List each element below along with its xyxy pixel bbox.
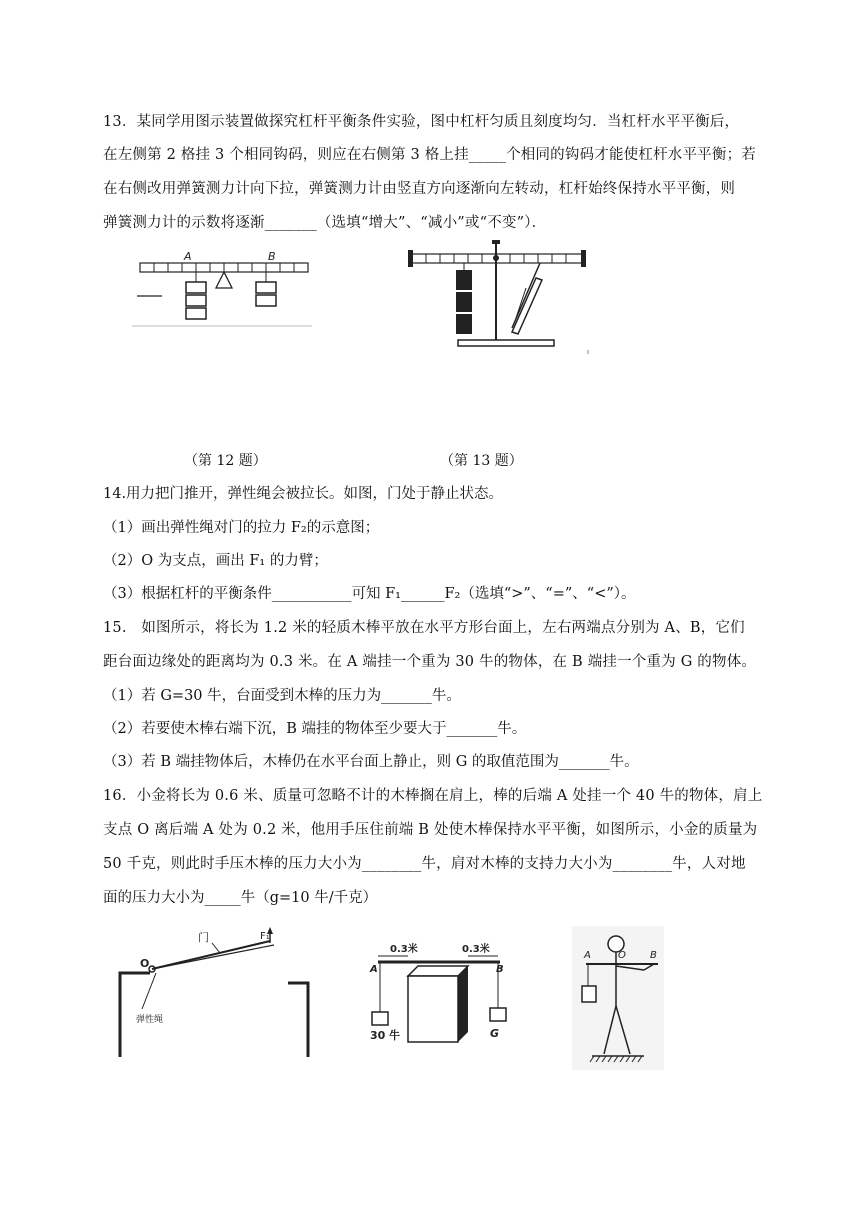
q16-line-4: 面的压力大小为_____牛（g=10 牛/千克）: [103, 890, 378, 906]
q13-line-1: 13．某同学用图示装置做探究杠杆平衡条件实验，图中杠杆匀质且刻度均匀．当杠杆水平平衡后，: [103, 114, 740, 130]
q16-line-2: 支点 O 离后端 A 处为 0.2 米，他用手压住前端 B 处使木棒保持水平平衡，如图所示，小金的质量为: [103, 822, 758, 838]
q16-line-1: 16．小金将长为 0.6 米、质量可忽略不计的木棒搁在肩上，棒的后端 A 处挂一个 40 牛的物体，肩上: [103, 788, 763, 804]
q15-line-1: 15. 如图所示，将长为 1.2 米的轻质木棒平放在水平方形台面上，左右两端点分别为 A、B，它们: [103, 620, 745, 636]
table-a-label: A: [370, 964, 378, 975]
q13-line-3: 在右侧改用弹簧测力计向下拉，弹簧测力计由竖直方向逐渐向左转动，杠杆始终保持水平平衡，则: [103, 181, 736, 197]
q15-line-4: （2）若要使木棒右端下沉，B 端挂的物体至少要大于_______牛。: [103, 721, 527, 737]
right-distance-label: 0.3米: [462, 944, 490, 955]
q14-line-4: （3）根据杠杆的平衡条件___________可知 F₁______F₂（选填“>”、“=”、“<”）。: [103, 586, 636, 602]
left-distance-label: 0.3米: [390, 944, 418, 955]
label-b: B: [268, 250, 276, 263]
door-o-label: O: [140, 957, 150, 970]
q14-line-3: （2）O 为支点，画出 F₁ 的力臂；: [103, 553, 328, 569]
q15-line-5: （3）若 B 端挂物体后，木棒仍在水平台面上静止，则 G 的取值范围为_______牛。: [103, 754, 639, 770]
q13-line-2: 在左侧第 2 格挂 3 个相同钩码，则应在右侧第 3 格上挂_____个相同的钩码才能使杠杆水平平衡；若: [103, 147, 756, 163]
q13-line-4: 弹簧测力计的示数将逐渐_______（选填“增大”、“减小”或“不变”）．: [103, 215, 547, 231]
table-lever-figure: [364, 940, 514, 1052]
person-shoulder-figure: [572, 926, 664, 1070]
q15-line-2: 距台面边缘处的距离均为 0.3 米。在 A 端挂一个重为 30 牛的物体，在 B 端挂一个重为 G 的物体。: [103, 654, 757, 670]
door-label: 门: [198, 931, 209, 944]
table-b-label: B: [496, 964, 504, 975]
rope-label: 弹性绳: [136, 1015, 164, 1025]
q14-line-2: （1）画出弹性绳对门的拉力 F₂的示意图；: [103, 520, 380, 536]
caption-question-13: （第 13 题）: [440, 453, 523, 469]
person-o-label: O: [618, 950, 626, 961]
q16-line-3: 50 千克，则此时手压木棒的压力大小为________牛，肩对木棒的支持力大小为________牛，人对地: [103, 856, 746, 872]
lever-stand-figure-13: [402, 238, 592, 356]
door-figure: [112, 925, 317, 1060]
lever-figure-12: [132, 248, 317, 330]
label-a: A: [184, 250, 192, 263]
person-a-label: A: [584, 950, 591, 961]
q14-line-1: 14.用力把门推开，弹性绳会被拉长。如图，门处于静止状态。: [103, 486, 504, 502]
person-b-label: B: [650, 950, 657, 961]
weight-30n-label: 30 牛: [370, 1029, 401, 1042]
q15-line-3: （1）若 G=30 牛，台面受到木棒的压力为_______牛。: [103, 688, 461, 704]
caption-question-12: （第 12 题）: [184, 453, 267, 469]
weight-g-label: G: [490, 1027, 500, 1040]
door-f1-label: F₁: [260, 931, 270, 942]
